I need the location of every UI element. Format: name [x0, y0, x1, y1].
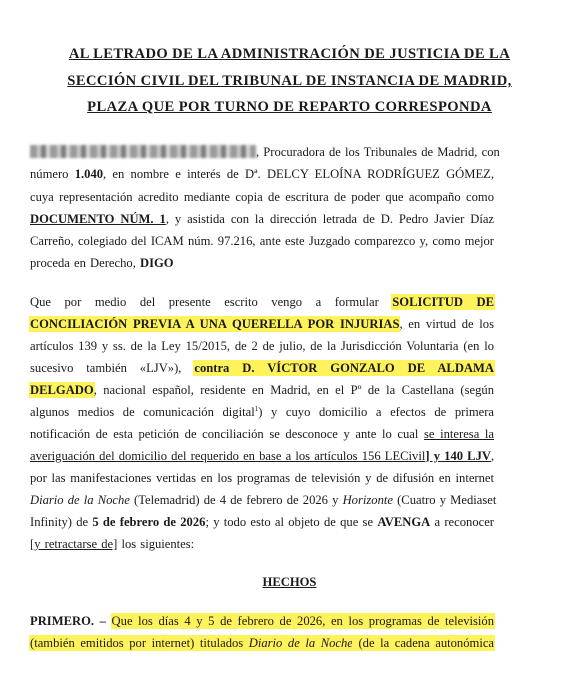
hechos-heading: HECHOS [262, 575, 317, 589]
hechos-line-2: (también emitidos por internet) titulados Diario de la Noche (de la cadena autonómica [30, 636, 495, 650]
body-line-11: Infinity) de 5 de febrero de 2026; y todo esto al objeto de que se AVENGA a reconocer [30, 515, 494, 529]
highlight-defendant: contra D. VÍCTOR GONZALO DE ALDAMA [194, 361, 494, 375]
body-line-1: Que por medio del presente escrito vengo a formular SOLICITUD DE [30, 295, 494, 309]
footnote-ref: 1 [254, 405, 259, 413]
highlight-conciliacion: CONCILIACIÓN PREVIA A UNA QUERELLA POR INJURIAS [30, 317, 400, 331]
highlight-defendant-surname: DELGADO [30, 383, 94, 397]
body-line-10: Diario de la Noche (Telemadrid) de 4 de febrero de 2026 y Horizonte (Cuatro y Mediaset [30, 493, 497, 507]
document-reference: DOCUMENTO NÚM. 1 [30, 212, 166, 226]
body-line-2: CONCILIACIÓN PREVIA A UNA QUERELLA POR INJURIAS, en virtud de los [30, 317, 494, 331]
intro-line-6: proceda en Derecho, DIGO [30, 256, 174, 270]
body-line-3: artículos 139 y ss. de la Ley 15/2015, de 2 de julio, de la Jurisdicción Voluntaria (en lo [30, 339, 494, 353]
body-line-9: por las manifestaciones vertidas en los programas de televisión y de difusión en internet [30, 471, 494, 485]
title-line-2: SECCIÓN CIVIL DEL TRIBUNAL DE INSTANCIA DE MADRID, [67, 73, 512, 89]
title-line-1: AL LETRADO DE LA ADMINISTRACIÓN DE JUSTICIA DE LA [68, 46, 511, 62]
intro-line-1: , Procuradora de los Tribunales de Madrid, con [30, 145, 494, 160]
intro-line-4: DOCUMENTO NÚM. 1, y asistida con la dirección letrada de D. Pedro Javier Díaz [30, 212, 494, 226]
hechos-line-1: PRIMERO. – Que los días 4 y 5 de febrero de 2026, en los programas de televisión [30, 614, 495, 628]
body-line-12: [y retractarse de] los siguientes: [30, 537, 195, 551]
body-line-4: sucesivo también «LJV»), contra D. VÍCTOR GONZALO DE ALDAMA [30, 361, 494, 375]
body-line-8: averiguación del domicilio del requerido en base a los artículos 156 LECivil] y 140 LJV, [30, 449, 495, 463]
intro-line-2: número 1.040, en nombre e interés de Dª. DELCY ELOÍNA RODRÍGUEZ GÓMEZ, [30, 167, 494, 181]
redacted-name [30, 145, 256, 158]
body-line-6: algunos medios de comunicación digital$^1$) y cuyo domicilio a efectos de primera [30, 405, 495, 420]
highlight-solicitud: SOLICITUD DE [392, 295, 494, 309]
body-line-5: DELGADO, nacional español, residente en Madrid, en el Pº de la Castellana (según [30, 383, 494, 397]
intro-line-3: cuya representación acredito mediante copia de escritura de poder que acompaño como [30, 190, 494, 204]
highlight-hechos-1: Que los días 4 y 5 de febrero de 2026, en los programas de televisión [111, 614, 495, 628]
body-line-7: notificación de esta petición de conciliación se desconoce y ante lo cual se interesa la [30, 427, 494, 441]
title-line-3: PLAZA QUE POR TURNO DE REPARTO CORRESPONDA [87, 99, 492, 115]
intro-line-5: Carreño, colegiado del ICAM núm. 97.216, ante este Juzgado comparezco y, como mejor [30, 234, 494, 248]
